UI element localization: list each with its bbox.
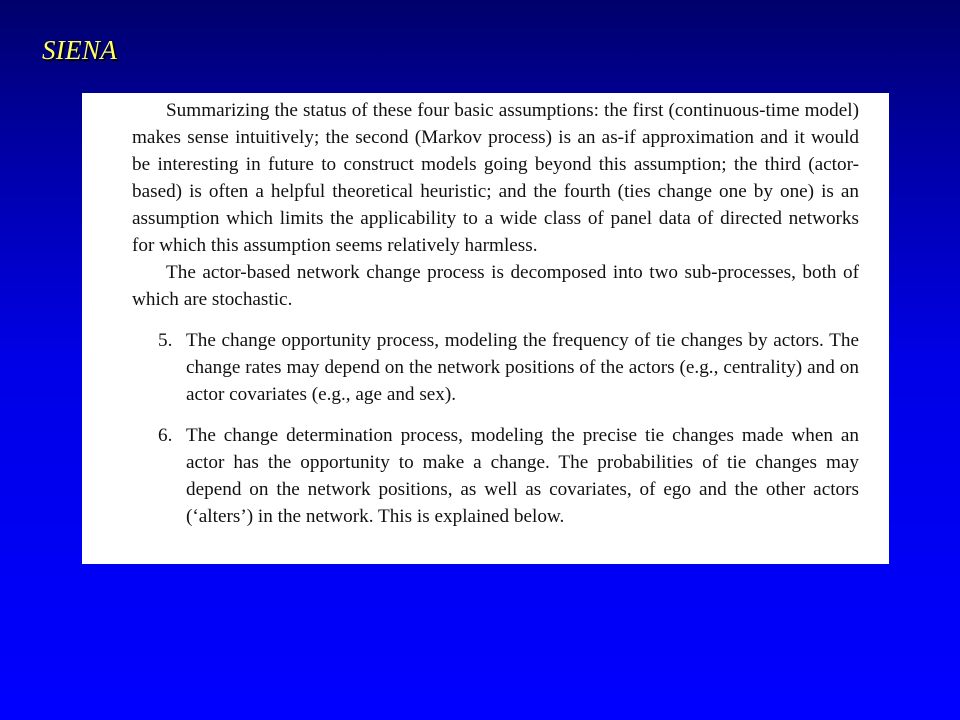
paragraph-process-decomposition: The actor-based network change process is decomposed into two sub-processes, both of which are stochastic. <box>132 262 859 310</box>
list-item-text: The change opportunity process, modeling the frequency of tie changes by actors. The change rates may depend on the network positions of the actors (e.g., centrality) and on actor covariates (e.g., age and sex). <box>186 330 859 405</box>
slide-title: SIENA <box>42 35 117 65</box>
list-item-number: 5. <box>158 330 173 351</box>
list-item-number: 6. <box>158 425 173 446</box>
list-item-text: The change determination process, modeling the precise tie changes made when an actor has the opportunity to make a change. The probabilities of tie changes may depend on the network positions, as well as covariates, of ego and the other actors (‘alters’) in the network. This is explained below. <box>186 425 859 527</box>
subprocess-list <box>132 327 859 530</box>
paragraph-assumptions-summary: Summarizing the status of these four basic assumptions: the first (continuous-time model) makes sense intuitively; the second (Markov process) is an as-if approximation and it would be interesting in future to construct models going beyond this assumption; the third (actor-based) is often a helpful theoretical heuristic; and the fourth (ties change one by one) is an assumption which limits the applicability to a wide class of panel data of directed networks for which this assumption seems relatively harmless. <box>132 100 859 256</box>
list-item-change-determination <box>132 422 859 530</box>
document-excerpt <box>82 93 889 564</box>
list-item-change-opportunity <box>132 327 859 408</box>
